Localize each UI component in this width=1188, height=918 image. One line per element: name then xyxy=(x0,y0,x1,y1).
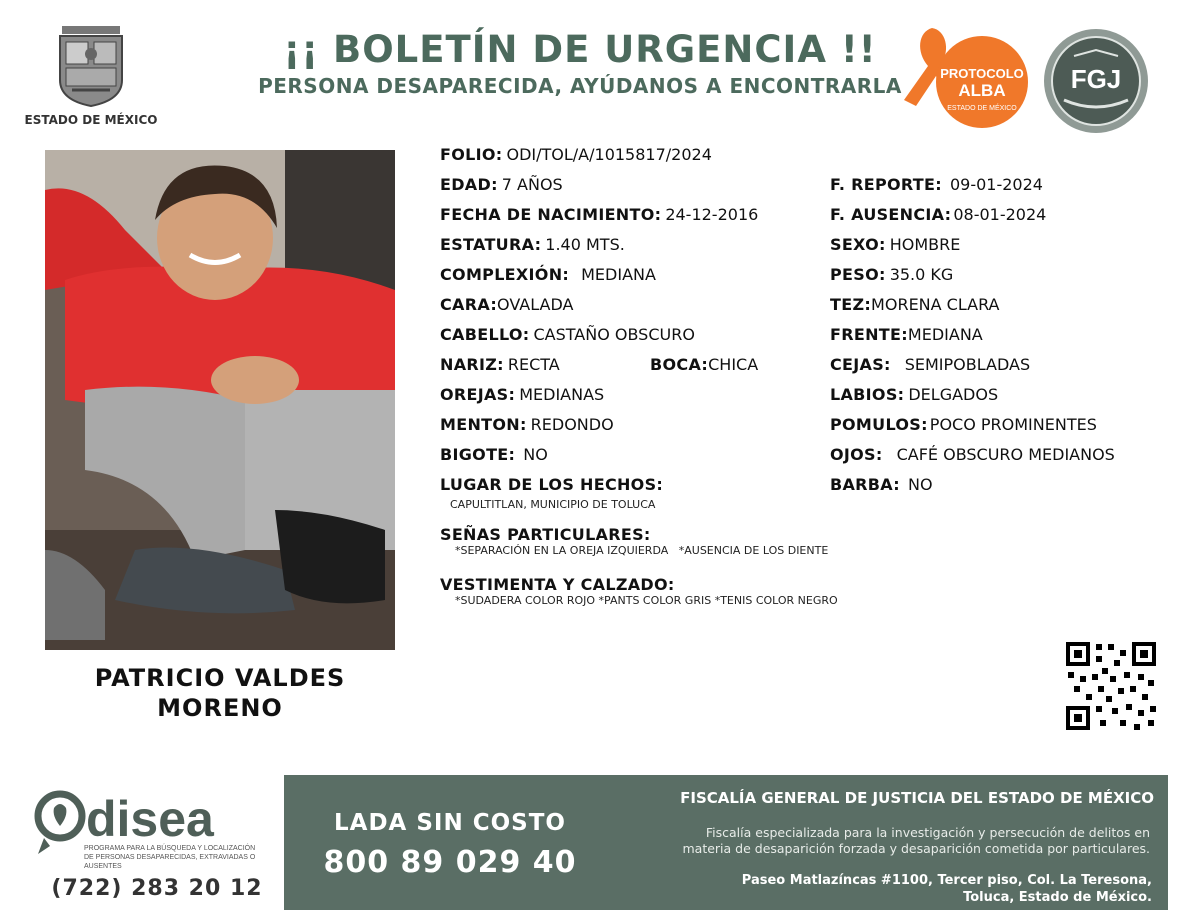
field-cara xyxy=(440,295,573,314)
menton-value: REDONDO xyxy=(530,415,614,434)
bulletin-subtitle: PERSONA DESAPARECIDA, AYÚDANOS A ENCONTRARLA xyxy=(258,74,902,98)
odisea-tagline2: DE PERSONAS DESAPARECIDAS, EXTRAVIADAS O xyxy=(84,854,256,861)
field-estatura xyxy=(440,235,625,254)
cabello-value: CASTAÑO OBSCURO xyxy=(533,325,695,344)
field-nariz xyxy=(440,355,560,374)
field-complexion xyxy=(440,265,656,284)
fgj-footer-description-line1: Fiscalía especializada para la investigación y persecución de delitos en xyxy=(705,825,1150,840)
f-reporte-value: 09-01-2024 xyxy=(949,175,1043,194)
odisea-phone[interactable]: (722) 283 20 12 xyxy=(51,876,263,901)
peso-label: PESO: xyxy=(830,265,886,284)
folio-label: FOLIO: xyxy=(440,145,503,164)
cejas-label: CEJAS: xyxy=(830,355,891,374)
folio-value: ODI/TOL/A/1015817/2024 xyxy=(506,145,712,164)
edad-label: EDAD: xyxy=(440,175,498,194)
fgj-footer-description-line2: materia de desaparición forzada y desaparición cometida por particulares. xyxy=(682,841,1150,856)
sexo-label: SEXO: xyxy=(830,235,886,254)
field-ojos xyxy=(830,445,1115,464)
field-menton xyxy=(440,415,614,434)
toll-free-label: LADA SIN COSTO xyxy=(334,810,566,836)
fgj-footer-address-line2: Toluca, Estado de México. xyxy=(963,890,1152,905)
alba-line2: ALBA xyxy=(958,81,1006,100)
tez-value: MORENA CLARA xyxy=(871,295,1000,314)
lugar-value: CAPULTITLAN, MUNICIPIO DE TOLUCA xyxy=(450,498,656,511)
field-boca xyxy=(650,355,758,374)
fgj-text: FGJ xyxy=(1070,64,1122,94)
field-cabello xyxy=(440,325,695,344)
odisea-tagline1: PROGRAMA PARA LA BÚSQUEDA Y LOCALIZACIÓN xyxy=(84,845,256,852)
senas-heading: SEÑAS PARTICULARES: xyxy=(440,525,651,544)
field-cejas xyxy=(830,355,1030,374)
vestimenta-heading: VESTIMENTA Y CALZADO: xyxy=(440,575,675,594)
protocolo-alba-logo xyxy=(898,22,1030,132)
pomulos-value: POCO PROMINENTES xyxy=(929,415,1097,434)
bigote-value: NO xyxy=(523,445,548,464)
field-barba xyxy=(830,475,933,494)
nariz-value: RECTA xyxy=(507,355,560,374)
cabello-label: CABELLO: xyxy=(440,325,530,344)
toll-free-number[interactable]: 800 89 029 40 xyxy=(323,845,577,880)
cara-label: CARA: xyxy=(440,295,498,314)
field-sexo xyxy=(830,235,960,254)
odisea-tagline3: AUSENTES xyxy=(84,863,122,870)
senas-value: *SEPARACIÓN EN LA OREJA IZQUIERDA *AUSENCIA DE LOS DIENTE xyxy=(455,544,829,557)
estatura-value: 1.40 MTS. xyxy=(545,235,625,254)
bulletin-title: ¡¡ BOLETÍN DE URGENCIA !! xyxy=(283,28,877,71)
field-edad xyxy=(440,175,563,194)
field-folio xyxy=(440,145,712,164)
f-reporte-label: F. REPORTE: xyxy=(830,175,942,194)
orejas-value: MEDIANAS xyxy=(519,385,605,404)
barba-value: NO xyxy=(907,475,933,494)
ojos-value: CAFÉ OBSCURO MEDIANOS xyxy=(896,445,1115,464)
odisea-logo xyxy=(34,786,274,870)
sexo-value: HOMBRE xyxy=(889,235,961,254)
f-ausencia-label: F. AUSENCIA: xyxy=(830,205,952,224)
complexion-value: MEDIANA xyxy=(581,265,656,284)
menton-label: MENTON: xyxy=(440,415,527,434)
vestimenta-value: *SUDADERA COLOR ROJO *PANTS COLOR GRIS *TENIS COLOR NEGRO xyxy=(455,594,838,607)
field-fecha-nacimiento xyxy=(440,205,758,224)
labios-label: LABIOS: xyxy=(830,385,905,404)
edad-value: 7 AÑOS xyxy=(501,175,563,194)
fgj-logo xyxy=(1040,26,1152,136)
fecha-nac-value: 24-12-2016 xyxy=(665,205,759,224)
fgj-footer-address-line1: Paseo Matlazíncas #1100, Tercer piso, Col. La Teresona, xyxy=(741,873,1152,888)
state-label: ESTADO DE MÉXICO xyxy=(24,113,158,127)
alba-line1: PROTOCOLO xyxy=(940,66,1024,81)
nariz-label: NARIZ: xyxy=(440,355,504,374)
field-f-ausencia xyxy=(830,205,1046,224)
alba-line3: ESTADO DE MÉXICO xyxy=(947,105,1017,112)
complexion-label: COMPLEXIÓN: xyxy=(440,265,570,284)
estatura-label: ESTATURA: xyxy=(440,235,542,254)
person-name-line1: PATRICIO VALDES xyxy=(94,664,346,692)
state-coat-of-arms xyxy=(52,20,130,108)
field-pomulos xyxy=(830,415,1097,434)
frente-label: FRENTE: xyxy=(830,325,908,344)
lugar-heading: LUGAR DE LOS HECHOS: xyxy=(440,475,664,494)
peso-value: 35.0 KG xyxy=(889,265,954,284)
bigote-label: BIGOTE: xyxy=(440,445,516,464)
fgj-footer-title: FISCALÍA GENERAL DE JUSTICIA DEL ESTADO DE MÉXICO xyxy=(680,789,1154,807)
fecha-nac-label: FECHA DE NACIMIENTO: xyxy=(440,205,662,224)
cara-value: OVALADA xyxy=(497,295,574,314)
missing-person-photo xyxy=(45,150,395,650)
tez-label: TEZ: xyxy=(830,295,872,314)
field-peso xyxy=(830,265,953,284)
frente-value: MEDIANA xyxy=(907,325,983,344)
boca-value: CHICA xyxy=(708,355,759,374)
pomulos-label: POMULOS: xyxy=(830,415,928,434)
odisea-brand: disea xyxy=(86,791,214,847)
field-tez xyxy=(830,295,999,314)
field-bigote xyxy=(440,445,548,464)
f-ausencia-value: 08-01-2024 xyxy=(953,205,1047,224)
field-f-reporte xyxy=(830,175,1043,194)
boca-label: BOCA: xyxy=(650,355,709,374)
field-frente xyxy=(830,325,983,344)
field-orejas xyxy=(440,385,604,404)
person-name-line2: MORENO xyxy=(157,694,283,722)
labios-value: DELGADOS xyxy=(908,385,999,404)
cejas-value: SEMIPOBLADAS xyxy=(904,355,1031,374)
orejas-label: OREJAS: xyxy=(440,385,516,404)
qr-code[interactable] xyxy=(1064,640,1158,732)
barba-label: BARBA: xyxy=(830,475,900,494)
field-labios xyxy=(830,385,998,404)
ojos-label: OJOS: xyxy=(830,445,883,464)
